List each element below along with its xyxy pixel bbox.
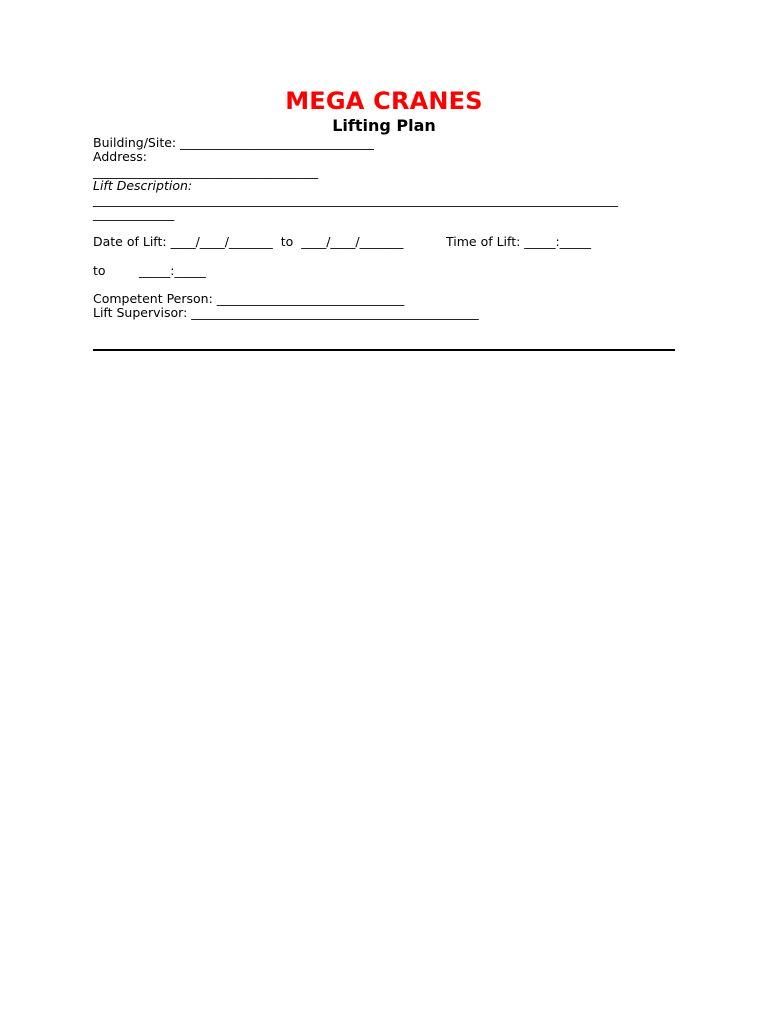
section-divider [93, 349, 675, 351]
building-site-field[interactable]: Building/Site: _______________________________ [93, 135, 374, 150]
competent-person-field[interactable]: Competent Person: ______________________________ [93, 291, 405, 306]
lift-description-label: Lift Description: [93, 178, 193, 193]
document-title: Lifting Plan [332, 116, 436, 135]
to-time-field[interactable]: _____:_____ [139, 263, 206, 278]
date-of-lift-field[interactable]: Date of Lift: ____/____/_______ to ____/____/_______ [93, 234, 404, 249]
address-field[interactable]: ____________________________________ [93, 164, 318, 179]
address-label: Address: [93, 149, 147, 164]
lift-description-field-line-1[interactable]: ____________________________________________________________________________________ [93, 192, 618, 207]
to-label: to [93, 263, 106, 278]
lift-description-field-line-2[interactable]: _____________ [93, 206, 175, 221]
lift-supervisor-field[interactable]: Lift Supervisor: ______________________________________________ [93, 305, 479, 320]
time-of-lift-field[interactable]: Time of Lift: _____:_____ [446, 234, 592, 249]
document-page [93, 0, 675, 1024]
company-name: MEGA CRANES [285, 87, 483, 115]
